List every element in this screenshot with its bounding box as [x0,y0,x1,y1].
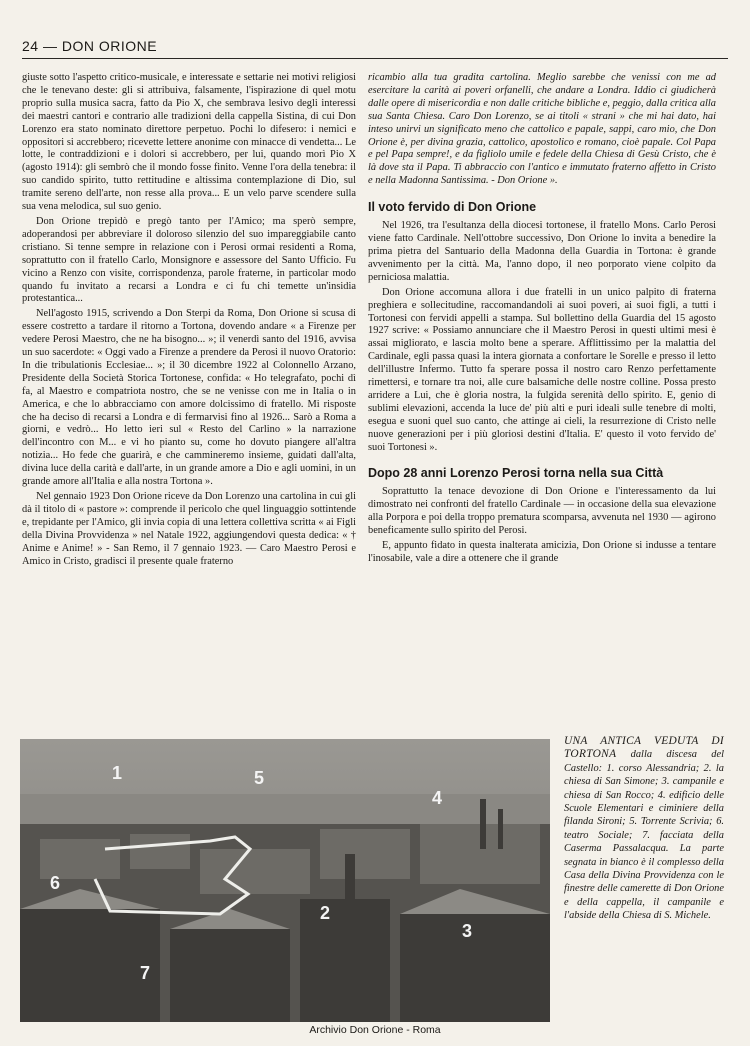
paragraph: Don Orione accomuna allora i due fratelli in un unico palpito di fraterna preghiera e sollecitudine, raccomandandoli ai suoi poveri, ai suoi figli, a tutti i Tortonesi con fervidi appelli a stampa. Sul bollettino della Guardia del 15 agosto 1927 scrive: « Possiamo annunciare che il Maestro Perosi in questi ultimi mesi è assai migliorato, e lascia molto bene a sperare. Afflittissimo per la malattia del Cardinale, egli passa quasi la intera giornata a confortare le Sorelle e presso il letto dell'illustre Infermo. Tutto fa sperare possa il nostro caro Renzo perfettamente rimettersi, e tornare tra noi, alle cure balsamiche delle nostre colline. Possa presto arridere a Lui, che è gloria nostra, la fulgida serenità dello spirito. E, genio di sublimi elevazioni, accenda la luce de' più alti e puri ideali sulle tenebre di molti, esegua e suoni quel suo canto, che attinge ai cieli, la resurrezione di Cristo nelle nuove generazioni per i più gloriosi destini d'Italia. E' questo il voto fervido de' suoi Tortonesi ». [368,286,716,453]
right-column [368,72,716,568]
header-separator: — [42,38,58,54]
photo-marker-7: 7 [140,963,151,983]
paragraph: Nel 1926, tra l'esultanza della diocesi tortonese, il fratello Mons. Carlo Perosi viene fatto Cardinale. Nell'ottobre successivo, Don Orione lo invita a benedire la prima pietra del Santuario della Madonna della Guardia in Tortona: è grande avvenimento per la città. Ma, l'anno dopo, il neo porporato viene colpito da perniciosa malattia. [368,220,716,283]
photo-caption [564,735,724,923]
photo-marker-2: 2 [320,903,331,923]
photo-credit: Archivio Don Orione - Roma [309,1024,441,1036]
paragraph: E, appunto fidato in questa inalterata amicizia, Don Orione si indusse a tentare l'inosabile, vale a dire a ottenere che il grande [368,540,716,564]
paragraph: Nell'agosto 1915, scrivendo a Don Sterpi da Roma, Don Orione si scusa di essere costretto a tardare il ritorno a Tortona, dovendo andare « a Firenze per vedere Perosi Maestro, che ne ha bisogno... »; il venerdì santo del 1916, avvisa un suo sacerdote: « Oggi vado a Firenze a prendere da Perosi il nuovo Oratorio: In die tribulationis Ecclesiae... »; il 30 dicembre 1922 al Colonnello Arzano, Presidente della Società Storica Tortonese, confida: « Ho telegrafato, pochi dì fa, al Maestro e compatriota nostro, che se ne venisse con me in Italia o in America, e che lo abbracciamo con amore dolcissimo di fratello. Mi risposte che ha deciso di recarsi a Londra e di fermarvisi fino al 1926... Sarò a Roma a giorni, e vedrò... Ho letto ieri sul « Resto del Carlino » la narrazione dell'incontro con M... e vi ho pianto su, come ho dovuto piangere all'altra notizia... Ho fede che guarirà, e che cammineremo insieme, guidati dall'alta, divina luce della carità e dall'arte, in un grande amore a Dio e agli uomini, in un grande amore all'Italia e alla nostra Tortona ». [22,308,356,488]
paragraph: Soprattutto la tenace devozione di Don Orione e l'interessamento da lui dimostrato nei confronti del fratello Cardinale — in occasione della sua elevazione alla Porpora e poi della troppo prematura scomparsa, avvenuta nel 1930 — agirono beneficamente sullo spirito del Perosi. [368,486,716,537]
photo-marker-3: 3 [462,921,473,941]
photo-marker-5: 5 [254,768,265,788]
paragraph: Don Orione trepidò e pregò tanto per l'Amico; ma sperò sempre, adoperandosi per abbreviare il doloroso silenzio del suo impareggiabile canto cristiano. Si tenne sempre in relazione con i Perosi ormai residenti a Roma, soprattutto con il fratello Carlo, Monsignore e assessore del Santo Ufficio. Fu vicino a Renzo con visite, corrispondenza, parole fraterne, in particolar modo quando fu invitato a recarsi a Londra e ci fu chi temette un'insidia protestantica... [22,215,356,305]
photo-marker-4: 4 [432,788,443,808]
paragraph: Nel gennaio 1923 Don Orione riceve da Don Lorenzo una cartolina in cui gli dà il titolo di « pastore »: comprende il pericolo che quel linguaggio sottintende e, trepidante per l'Amico, gli invia copia di una lettera collettiva scritta « ai Figli della Divina Provvidenza » nel Natale 1922, aggiungendovi questa dedica: « † Anime e Anime! » - San Remo, il 7 gennaio 1923. — Caro Maestro Perosi e Amico in Cristo, gradisci il presente quale fraterno [22,491,356,567]
paragraph: giuste sotto l'aspetto critico-musicale, e interessate e settarie nei motivi religiosi che le tenevano deste: gli si attribuiva, falsamente, l'ispirazione di quel motu proprio sulla musica sacra, fatto da Pio X, che sembrava lesivo degli interessi dei maestri cantori e contrario alle tradizioni della cappella Sistina, di cui Don Lorenzo era stato nominato direttore perpetuo. Pochi lo difesero: i nemici e oppositori si accrebbero; ricevette lettere anonime con minacce di vendetta... Le lotte, le contraddizioni e i dolori si accrebbero, per lui, quando morì Pio X (agosto 1914): gli sembrò che il mondo fosse finito. Venne l'ora della tenebra: il suo candido spirito, tutto rettitudine e altissima contemplazione di Dio, sul tramite sereno dell'arte, non resse alla prova... E un velo parve scendere sulla sua vena melodica, sul suo genio. [22,72,356,213]
caption-text: dalla discesa del Castello: 1. corso Alessandria; 2. la chiesa di San Simone; 3. campanile e chiesa di San Rocco; 4. edificio delle Scuole Elementari e ciminiere della filanda Sironi; 5. Torrente Scrivia; 6. teatro Sociale; 7. facciata della Caserma Passalacqua. La parte segnata in bianco è il complesso della Casa della Divina Provvidenza con le finestre delle camerette di Don Orione e della cappella, il campanile e l'abside della Chiesa di S. Michele. [564,749,724,922]
magazine-title: DON ORIONE [61,38,158,54]
photo-marker-1: 1 [112,763,123,783]
caption-title: UNA ANTICA VEDUTA DI TORTONA [564,735,724,761]
photo-marker-6: 6 [50,873,61,893]
section-heading-voto: Il voto fervido di Don Orione [368,200,537,215]
page-number: 24 [22,38,39,54]
left-column [22,72,356,570]
tortona-old-view-photo [20,739,550,1022]
photo-illustration [20,739,550,1022]
page-header [22,38,728,59]
section-heading-ritorno: Dopo 28 anni Lorenzo Perosi torna nella sua Città [368,466,664,481]
letter-continuation: ricambio alla tua gradita cartolina. Meglio sarebbe che venissi con me ad esercitare la carità ai poveri orfanelli, che andare a Londra. Iddio ci giudicherà dalle opere di misericordia e non dalle critiche bibliche e, peggio, dalla critica alla sua Santa Chiesa. Caro Don Lorenzo, se ai titoli « strani » che mi hai dato, hai inteso unirvi un significato meno che cattolico e papale, sappi, caro mio, che Don Orione è, per divina grazia, cattolico, apostolico e romano, cioè papale. Col Papa e pel Papa sempre!, e da figliolo umile e fedele della Chiesa di Gesù Cristo, che è là dove sta il Papa. Ti abbraccio con l'antico e immutato fraterno affetto in Cristo e nella Madonna Santissima. - Don Orione ». [368,72,716,187]
